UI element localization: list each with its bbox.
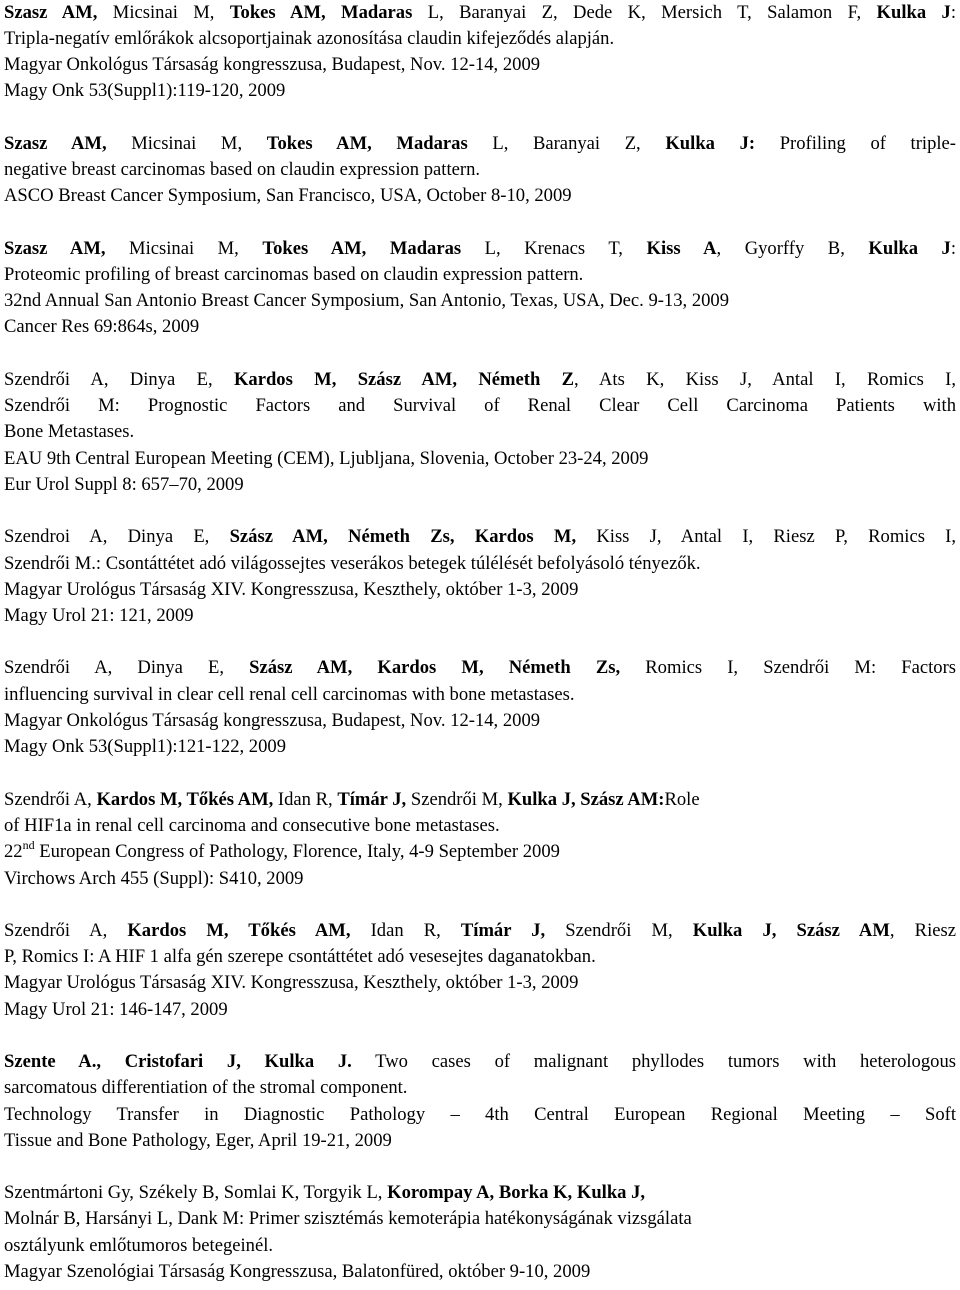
citation-title-line: Bone Metastases. [4, 421, 135, 443]
citation-venue-line: Magyar Szenológiai Társaság Kongresszusa, Balatonfüred, október 9-10, 2009 [4, 1261, 591, 1283]
author-run: Szendroi A, Dinya E, [4, 526, 230, 548]
citation-entry [4, 787, 956, 892]
venue-run: European Congress of Pathology, Florence, Italy, 4-9 September 2009 [34, 841, 560, 863]
citation-source-line: Magy Urol 21: 146-147, 2009 [4, 998, 228, 1020]
citation-line [4, 524, 956, 550]
citation-line [4, 236, 956, 262]
bold-author-run: Kulka J, Szász AM [692, 919, 890, 941]
citation-title-line: negative breast carcinomas based on claudin expression pattern. [4, 158, 481, 180]
citation-title-line: influencing survival in clear cell renal cell carcinomas with bone metastases. [4, 683, 575, 705]
citation-line [4, 367, 956, 393]
author-run: Szendrői A, [4, 919, 128, 941]
author-run: Romics I, Szendrői M: Factors [620, 657, 957, 679]
citation-entry [4, 367, 956, 498]
citation-title-line: osztályunk emlőtumoros betegeinél. [4, 1234, 274, 1256]
citation-line [4, 1049, 956, 1075]
bold-author-run: Szasz AM, [4, 1, 98, 23]
citation-venue-line [4, 839, 956, 865]
author-run: L, Baranyai Z, Dede K, Mersich T, Salamon F, [412, 1, 877, 23]
citation-title-line: Tripla-negatív emlőrákok alcsoportjainak azonosítása claudin kifejeződés alapján. [4, 27, 615, 49]
author-run: Kiss J, Antal I, Riesz P, Romics I, [576, 526, 957, 548]
author-run: L, Baranyai Z, [467, 132, 666, 154]
author-run: Szendrői A, Dinya E, [4, 368, 234, 390]
author-run: : [950, 1, 956, 23]
author-run: Micsinai M, [97, 1, 230, 23]
citation-entry [4, 918, 956, 1023]
author-run: Micsinai M, [106, 132, 267, 154]
citation-entry [4, 1180, 956, 1285]
citation-venue-line: Tissue and Bone Pathology, Eger, April 19-21, 2009 [4, 1129, 392, 1151]
bold-author-run: Tímár J, [460, 919, 546, 941]
citation-venue-line: Magyar Onkológus Társaság kongresszusa, Budapest, Nov. 12-14, 2009 [4, 54, 541, 76]
citation-source-line: Magy Onk 53(Suppl1):121-122, 2009 [4, 736, 286, 758]
citation-entry [4, 655, 956, 760]
citation-source-line: Cancer Res 69:864s, 2009 [4, 316, 200, 338]
citation-line [4, 393, 956, 419]
bold-author-run: Kulka J: [665, 132, 756, 154]
bold-author-run: Kulka J [868, 237, 951, 259]
author-run: Idan R, [350, 919, 461, 941]
bold-author-run: Tokes AM, Madaras [229, 1, 413, 23]
bold-author-run: Tímár J, [337, 788, 407, 810]
bold-author-run: Szente A., Cristofari J, Kulka J. [4, 1051, 352, 1072]
citation-title-line: sarcomatous differentiation of the stromal component. [4, 1077, 408, 1099]
bold-author-run: Kardos M, Tőkés AM, [96, 788, 274, 810]
citation-source-line: Magy Urol 21: 121, 2009 [4, 605, 194, 627]
bold-author-run: Szász AM, Kardos M, Németh Zs, [249, 657, 621, 679]
bold-author-run: Kulka J, Szász AM: [507, 788, 665, 810]
author-run: Szendrői A, Dinya E, [4, 657, 250, 679]
author-run: L, Krenacs T, [461, 237, 647, 259]
bold-author-run: Szász AM, Németh Zs, Kardos M, [229, 526, 577, 548]
author-run: Idan R, [273, 788, 338, 810]
citation-entry [4, 236, 956, 341]
author-run: , Gyorffy B, [716, 237, 869, 259]
citation-line [4, 918, 956, 944]
author-run: , Ats K, Kiss J, Antal I, Romics I, [574, 368, 956, 390]
citation-title-line: Szendrői M.: Csontáttétet adó világossejtes veserákos betegek túlélését befolyásoló tényezők. [4, 552, 701, 574]
citation-entry [4, 524, 956, 629]
title-run: Profiling of triple- [755, 132, 956, 154]
citation-title-line: Molnár B, Harsányi L, Dank M: Primer szisztémás kemoterápia hatékonyságának vizsgálata [4, 1208, 692, 1230]
venue-run: 22 [4, 841, 23, 863]
citation-venue-line: Magyar Onkológus Társaság kongresszusa, Budapest, Nov. 12-14, 2009 [4, 710, 541, 732]
author-run: Szentmártoni Gy, Székely B, Somlai K, Torgyik L, [4, 1182, 388, 1204]
bold-author-run: Tokes AM, Madaras [266, 132, 468, 154]
citation-source-line: Virchows Arch 455 (Suppl): S410, 2009 [4, 867, 304, 889]
bold-author-run: Kardos M, Szász AM, Németh Z [233, 368, 575, 390]
citation-source-line: Magy Onk 53(Suppl1):119-120, 2009 [4, 80, 286, 102]
citation-line [4, 1102, 956, 1128]
citation-venue-line: Magyar Urológus Társaság XIV. Kongresszusa, Keszthely, október 1-3, 2009 [4, 578, 579, 600]
citation-entry [4, 0, 956, 105]
title-run: Two cases of malignant phyllodes tumors with heterologous [351, 1051, 956, 1072]
citation-title-line: Proteomic profiling of breast carcinomas based on claudin expression pattern. [4, 263, 584, 285]
title-run: Szendrői M: Prognostic Factors and Survival of Renal Clear Cell Carcinoma Patients with [4, 395, 956, 417]
citation-line [4, 787, 956, 813]
citation-title-line: of HIF1a in renal cell carcinoma and consecutive bone metastases. [4, 814, 500, 836]
citation-line [4, 1180, 956, 1206]
venue-run: Technology Transfer in Diagnostic Pathology – 4th Central European Regional Meeting – Soft [4, 1103, 956, 1125]
citation-entry [4, 131, 956, 210]
bold-author-run: Szasz AM, [4, 237, 106, 259]
citation-venue-line: Magyar Urológus Társaság XIV. Kongresszusa, Keszthely, október 1-3, 2009 [4, 972, 579, 994]
citation-line [4, 0, 956, 26]
citation-entry [4, 1049, 956, 1154]
citation-line [4, 655, 956, 681]
author-run: , Riesz [889, 919, 956, 941]
bold-author-run: Tokes AM, Madaras [262, 237, 462, 259]
citation-venue-line: EAU 9th Central European Meeting (CEM), Ljubljana, Slovenia, October 23-24, 2009 [4, 447, 649, 469]
citation-venue-line: ASCO Breast Cancer Symposium, San Francisco, USA, October 8-10, 2009 [4, 185, 572, 207]
author-run: Micsinai M, [105, 237, 263, 259]
citation-source-line: Eur Urol Suppl 8: 657–70, 2009 [4, 473, 244, 495]
bold-author-run: Szasz AM, [4, 132, 107, 154]
bold-author-run: Kiss A [646, 237, 717, 259]
citation-line [4, 131, 956, 157]
citation-venue-line: 32nd Annual San Antonio Breast Cancer Symposium, San Antonio, Texas, USA, Dec. 9-13, 2009 [4, 290, 730, 312]
title-run: Role [664, 788, 700, 810]
bold-author-run: Kardos M, Tőkés AM, [127, 919, 351, 941]
bold-author-run: Kulka J [876, 1, 951, 23]
author-run: Szendrői A, [4, 788, 97, 810]
author-run: Szendrői M, [406, 788, 508, 810]
author-run: Szendrői M, [545, 919, 693, 941]
author-run: : [950, 237, 956, 259]
citation-title-line: P, Romics I: A HIF 1 alfa gén szerepe csontáttétet adó vesesejtes daganatokban. [4, 946, 596, 968]
ordinal-superscript: nd [22, 838, 35, 853]
bold-author-run: Korompay A, Borka K, Kulka J, [387, 1182, 646, 1204]
